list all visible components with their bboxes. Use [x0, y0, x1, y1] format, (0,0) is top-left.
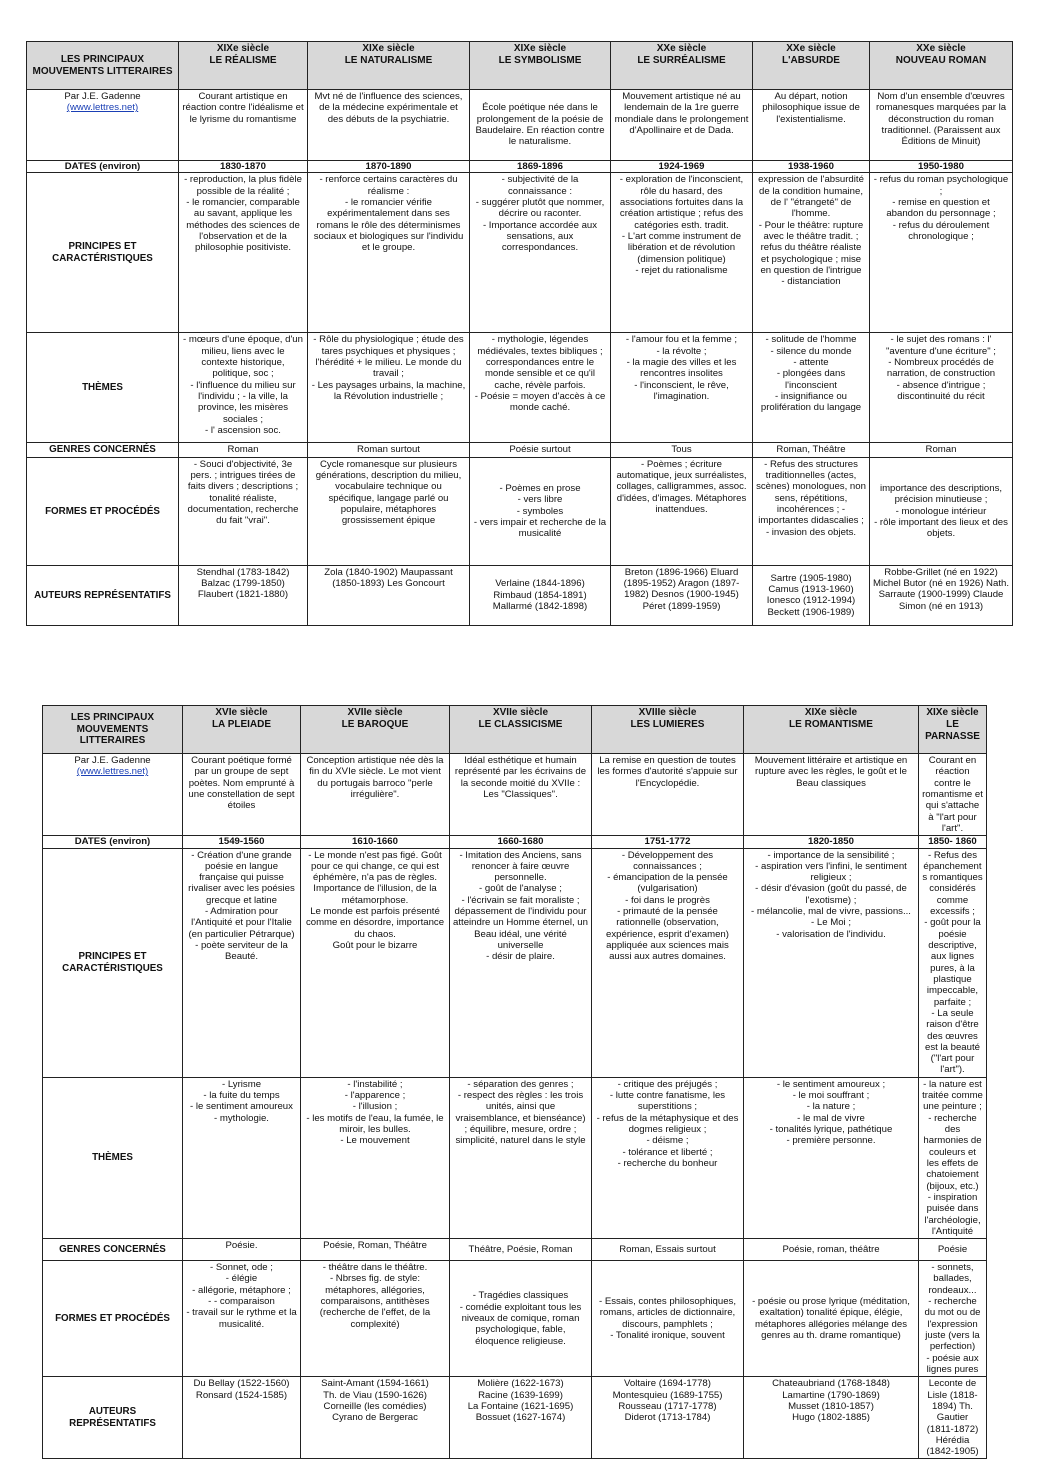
author-credit: Par J.E. Gadenne (www.lettres.net): [27, 90, 179, 161]
themes-cell: - séparation des genres ; - respect des règles : les trois unités, ainsi que vraisemblance, et bienséance) ; équilibre, mesure, ordre ; simplicité, naturel dans le style: [450, 1077, 592, 1238]
dates-cell: 1660-1680: [450, 836, 592, 848]
movements-table-modern: [26, 41, 1013, 626]
row-label-principes: PRINCIPES ET CARACTÉRISTIQUES: [43, 848, 183, 1077]
auteurs-cell: Stendhal (1783-1842) Balzac (1799-1850) Flaubert (1821-1880): [179, 565, 308, 625]
principes-cell: - subjectivité de la connaissance : - suggérer plutôt que nommer, décrire ou raconter. - Importance accordée aux sensations, aux correspondances.: [470, 173, 611, 333]
dates-cell: 1751-1772: [592, 836, 744, 848]
column-header: XIXe siècle LE NATURALISME: [308, 42, 470, 90]
dates-cell: 1610-1660: [301, 836, 450, 848]
column-header: XXe siècle LE SURRÉALISME: [611, 42, 753, 90]
principes-cell: expression de l'absurdité de la condition humaine, de l' "étrangeté" de l'homme. - Pour le théâtre: rupture avec le théâtre tradit. ; refus du théâtre réaliste et psychologique ; mise en question de l'intrigue - distanciation: [753, 173, 870, 333]
definition-cell: Courant poétique formé par un groupe de sept poètes. Nom emprunté à une constellation de sept étoiles: [183, 754, 301, 836]
formes-cell: - Souci d'objectivité, 3e pers. ; intrigues tirées de faits divers ; descriptions ; tonalité réaliste, documentation, recherche du fait "vrai".: [179, 457, 308, 565]
dates-cell: 1869-1896: [470, 161, 611, 173]
formes-cell: - Poèmes ; écriture automatique, jeux surréalistes, collages, calligrammes, assoc. d'idées, d'images. Métaphores inattendues.: [611, 457, 753, 565]
row-label-formes: FORMES ET PROCÉDÉS: [43, 1261, 183, 1377]
themes-cell: - la nature est traitée comme une peinture ; - recherche des harmonies de couleurs et les effets de chatoiement (bijoux, etc.) - inspiration puisée dans l'archéologie, l'Antiquité: [919, 1077, 987, 1238]
principes-cell: - exploration de l'inconscient, rôle du hasard, des associations fortuites dans la création artistique ; refus des catégories esth. tradit. - L'art comme instrument de libération et de révolution (dimension politique) - rejet du rationalisme: [611, 173, 753, 333]
themes-cell: - Lyrisme - la fuite du temps - le sentiment amoureux - mythologie.: [183, 1077, 301, 1238]
principes-cell: - reproduction, la plus fidèle possible de la réalité ; - le romancier, comparable au savant, applique les méthodes des sciences de l'observation et de la philosophie positiviste.: [179, 173, 308, 333]
genres-cell: Poésie.: [183, 1239, 301, 1261]
genres-cell: Théâtre, Poésie, Roman: [450, 1239, 592, 1261]
table-corner-title: LES PRINCIPAUX MOUVEMENTS LITTERAIRES: [27, 42, 179, 90]
definition-cell: Mouvement littéraire et artistique en rupture avec les règles, le goût et le Beau classiques: [744, 754, 919, 836]
formes-cell: importance des descriptions, précision minutieuse ; - monologue intérieur - rôle important des lieux et des objets.: [870, 457, 1013, 565]
definition-cell: École poétique née dans le prolongement de la poésie de Baudelaire. En réaction contre le naturalisme.: [470, 90, 611, 161]
themes-cell: - critique des préjugés ; - lutte contre fanatisme, les superstitions ; - refus de la métaphysique et des dogmes religieux ; - déisme ; - tolérance et liberté ; - recherche du bonheur: [592, 1077, 744, 1238]
themes-cell: - le sujet des romans : l' "aventure d'une écriture" ; - Nombreux procédés de narration, de construction - absence d'intrigue ; discontinuité du récit: [870, 333, 1013, 443]
themes-cell: - Rôle du physiologique ; étude des tares psychiques et physiques ; l'hérédité + le milieu. Le monde du travail ; - Les paysages urbains, la machine, la Révolution industrielle ;: [308, 333, 470, 443]
auteurs-cell: Molière (1622-1673) Racine (1639-1699) La Fontaine (1621-1695) Bossuet (1627-1674): [450, 1377, 592, 1459]
row-label-principes: PRINCIPES ET CARACTÉRISTIQUES: [27, 173, 179, 333]
column-header: XIXe siècle LE PARNASSE: [919, 706, 987, 754]
themes-cell: - le sentiment amoureux ; - le moi souffrant ; - la nature ; - le mal de vivre - tonalités lyrique, pathétique - première personne.: [744, 1077, 919, 1238]
dates-cell: 1950-1980: [870, 161, 1013, 173]
principes-cell: - Création d'une grande poésie en langue française qui puisse rivaliser avec les poésies grecque et latine - Admiration pour l'Antiquité et pour l'Italie (en particulier Pétrarque) - poète serviteur de la Beauté.: [183, 848, 301, 1077]
author-credit: Par J.E. Gadenne (www.lettres.net): [43, 754, 183, 836]
formes-cell: - Sonnet, ode ; - élégie - allégorie, métaphore ; - - comparaison - travail sur le rythme et la musicalité.: [183, 1261, 301, 1377]
auteurs-cell: Verlaine (1844-1896) Rimbaud (1854-1891) Mallarmé (1842-1898): [470, 565, 611, 625]
themes-cell: - mythologie, légendes médiévales, textes bibliques ; correspondances entre le monde sensible et ce qu'il cache, révèle parfois. - Poésie = moyen d'accès à ce monde caché.: [470, 333, 611, 443]
column-header: XVIIIe siècle LES LUMIERES: [592, 706, 744, 754]
principes-cell: - refus du roman psychologique ; - remise en question et abandon du personnage ; - refus du déroulement chronologique ;: [870, 173, 1013, 333]
row-label-auteurs: AUTEURS REPRÉSENTATIFS: [27, 565, 179, 625]
definition-cell: Idéal esthétique et humain représenté par les écrivains de la seconde moitié du XVIIe : Les "Classiques".: [450, 754, 592, 836]
definition-cell: Courant en réaction contre le romantisme et qui s'attache à "l'art pour l'art".: [919, 754, 987, 836]
principes-cell: - renforce certains caractères du réalisme : - le romancier vérifie expérimentalement dans ses romans le rôle des déterminismes sociaux et biologiques sur l'individu et le groupe.: [308, 173, 470, 333]
lettres-net-link[interactable]: (www.lettres.net): [76, 766, 149, 778]
dates-cell: 1549-1560: [183, 836, 301, 848]
auteurs-cell: Voltaire (1694-1778) Montesquieu (1689-1755) Rousseau (1717-1778) Diderot (1713-1784): [592, 1377, 744, 1459]
auteurs-cell: Zola (1840-1902) Maupassant (1850-1893) Les Goncourt: [308, 565, 470, 625]
row-label-auteurs: AUTEURS REPRÉSENTATIFS: [43, 1377, 183, 1459]
principes-cell: - Imitation des Anciens, sans renoncer à faire œuvre personnelle. - goût de l'analyse ; - l'écrivain se fait moraliste ; dépassement de l'individu pour atteindre un Homme éternel, un Beau idéal, une vérité universelle - désir de plaire.: [450, 848, 592, 1077]
dates-cell: 1850- 1860: [919, 836, 987, 848]
genres-cell: Poésie: [919, 1239, 987, 1261]
definition-cell: La remise en question de toutes les formes d'autorité s'appuie sur l'Encyclopédie.: [592, 754, 744, 836]
definition-cell: Mouvement artistique né au lendemain de la 1re guerre mondiale dans le prolongement d'Apollinaire et de Dada.: [611, 90, 753, 161]
row-label-dates: DATES (environ): [27, 161, 179, 173]
dates-cell: 1820-1850: [744, 836, 919, 848]
row-label-formes: FORMES ET PROCÉDÉS: [27, 457, 179, 565]
genres-cell: Poésie, roman, théâtre: [744, 1239, 919, 1261]
themes-cell: - l'amour fou et la femme ; - la révolte ; - la magie des villes et les rencontres insolites - l'inconscient, le rêve, l'imagination.: [611, 333, 753, 443]
auteurs-cell: Sartre (1905-1980) Camus (1913-1960) Ionesco (1912-1994) Beckett (1906-1989): [753, 565, 870, 625]
table-corner-title: LES PRINCIPAUX MOUVEMENTS LITTERAIRES: [43, 706, 183, 754]
definition-cell: Mvt né de l'influence des sciences, de la médecine expérimentale et des débuts de la psychiatrie.: [308, 90, 470, 161]
formes-cell: - poésie ou prose lyrique (méditation, exaltation) tonalité épique, élégie, métaphores allégories mélange des genres au th. drame romantique): [744, 1261, 919, 1377]
principes-cell: - Le monde n'est pas figé. Goût pour ce qui change, ce qui est éphémère, n'a pas de règles. Importance de l'illusion, de la métamorphose. Le monde est parfois présenté comme en désordre, importance du chaos. Goût pour le bizarre: [301, 848, 450, 1077]
formes-cell: - Tragédies classiques - comédie exploitant tous les niveaux de comique, roman psychologique, fable, éloquence religieuse.: [450, 1261, 592, 1377]
auteurs-cell: Breton (1896-1966) Eluard (1895-1952) Aragon (1897-1982) Desnos (1900-1945) Péret (1899-1959): [611, 565, 753, 625]
auteurs-cell: Du Bellay (1522-1560) Ronsard (1524-1585): [183, 1377, 301, 1459]
genres-cell: Roman surtout: [308, 443, 470, 458]
principes-cell: - Développement des connaissances ; - émancipation de la pensée (vulgarisation) - foi dans le progrès - primauté de la pensée rationnelle (observation, expérience, esprit d'examen) appliquée aux sciences mais aussi aux autres domaines.: [592, 848, 744, 1077]
auteurs-cell: Saint-Amant (1594-1661) Th. de Viau (1590-1626) Corneille (les comédies) Cyrano de Bergerac: [301, 1377, 450, 1459]
genres-cell: Poésie, Roman, Théâtre: [301, 1239, 450, 1261]
column-header: XXe siècle L'ABSURDE: [753, 42, 870, 90]
genres-cell: Roman, Théâtre: [753, 443, 870, 458]
dates-cell: 1870-1890: [308, 161, 470, 173]
themes-cell: - l'instabilité ; - l'apparence ; - l'illusion ; - les motifs de l'eau, la fumée, le miroir, les bulles. - Le mouvement: [301, 1077, 450, 1238]
formes-cell: - théâtre dans le théâtre. - Nbrses fig. de style: métaphores, allégories, comparaisons, antithèses (recherche de l'effet, de la complexité): [301, 1261, 450, 1377]
dates-cell: 1938-1960: [753, 161, 870, 173]
principes-cell: - importance de la sensibilité ; - aspiration vers l'infini, le sentiment religieux ; - désir d'évasion (goût du passé, de l'exotisme) ; - mélancolie, mal de vivre, passions... - Le Moi ; - valorisation de l'individu.: [744, 848, 919, 1077]
genres-cell: Poésie surtout: [470, 443, 611, 458]
row-label-genres: GENRES CONCERNÉS: [27, 443, 179, 458]
column-header: XVIe siècle LA PLEIADE: [183, 706, 301, 754]
dates-cell: 1924-1969: [611, 161, 753, 173]
genres-cell: Roman, Essais surtout: [592, 1239, 744, 1261]
auteurs-cell: Robbe-Grillet (né en 1922) Michel Butor (né en 1926) Nath. Sarraute (1900-1999) Claude Simon (né en 1913): [870, 565, 1013, 625]
movements-table-classic: [42, 705, 987, 1459]
genres-cell: Roman: [870, 443, 1013, 458]
formes-cell: - Refus des structures traditionnelles (actes, scènes) monologues, non sens, répétitions, incohérences ; - importantes didascalies ; - invasion des objets.: [753, 457, 870, 565]
column-header: XVIIe siècle LE CLASSICISME: [450, 706, 592, 754]
definition-cell: Nom d'un ensemble d'œuvres romanesques marquées par la déconstruction du roman traditionnel. (Paraissent aux Éditions de Minuit): [870, 90, 1013, 161]
dates-cell: 1830-1870: [179, 161, 308, 173]
row-label-dates: DATES (environ): [43, 836, 183, 848]
column-header: XXe siècle NOUVEAU ROMAN: [870, 42, 1013, 90]
formes-cell: - Poèmes en prose - vers libre - symboles - vers impair et recherche de la musicalité: [470, 457, 611, 565]
column-header: XVIIe siècle LE BAROQUE: [301, 706, 450, 754]
definition-cell: Courant artistique en réaction contre l'idéalisme et le lyrisme du romantisme: [179, 90, 308, 161]
row-label-themes: THÈMES: [43, 1077, 183, 1238]
definition-cell: Conception artistique née dès la fin du XVIe siècle. Le mot vient du portugais barroco "perle irrégulière".: [301, 754, 450, 836]
lettres-net-link[interactable]: (www.lettres.net): [66, 102, 139, 114]
formes-cell: - Essais, contes philosophiques, romans, articles de dictionnaire, discours, pamphlets ; - Tonalité ironique, souvent: [592, 1261, 744, 1377]
row-label-themes: THÈMES: [27, 333, 179, 443]
themes-cell: - mœurs d'une époque, d'un milieu, liens avec le contexte historique, politique, soc ; - l'influence du milieu sur l'individu ; - la ville, la province, les misères sociales ; - l' ascension soc.: [179, 333, 308, 443]
column-header: XIXe siècle LE ROMANTISME: [744, 706, 919, 754]
themes-cell: - solitude de l'homme - silence du monde - attente - plongées dans l'inconscient - insignifiance ou prolifération du langage: [753, 333, 870, 443]
column-header: XIXe siècle LE SYMBOLISME: [470, 42, 611, 90]
auteurs-cell: Chateaubriand (1768-1848) Lamartine (1790-1869) Musset (1810-1857) Hugo (1802-1885): [744, 1377, 919, 1459]
definition-cell: Au départ, notion philosophique issue de l'existentialisme.: [753, 90, 870, 161]
formes-cell: Cycle romanesque sur plusieurs générations, description du milieu, vocabulaire technique ou spécifique, langage parlé ou populaire, métaphores grossissement épique: [308, 457, 470, 565]
row-label-genres: GENRES CONCERNÉS: [43, 1239, 183, 1261]
principes-cell: - Refus des épanchements romantiques considérés comme excessifs ; - goût pour la poésie descriptive, aux lignes pures, à la plastique impeccable, parfaite ; - La seule raison d'être des œuvres est la beauté ("l'art pour l'art").: [919, 848, 987, 1077]
genres-cell: Roman: [179, 443, 308, 458]
formes-cell: - sonnets, ballades, rondeaux... - recherche du mot ou de l'expression juste (vers la perfection) - poésie aux lignes pures: [919, 1261, 987, 1377]
column-header: XIXe siècle LE RÉALISME: [179, 42, 308, 90]
genres-cell: Tous: [611, 443, 753, 458]
auteurs-cell: Leconte de Lisle (1818-1894) Th. Gautier (1811-1872) Hérédia (1842-1905): [919, 1377, 987, 1459]
